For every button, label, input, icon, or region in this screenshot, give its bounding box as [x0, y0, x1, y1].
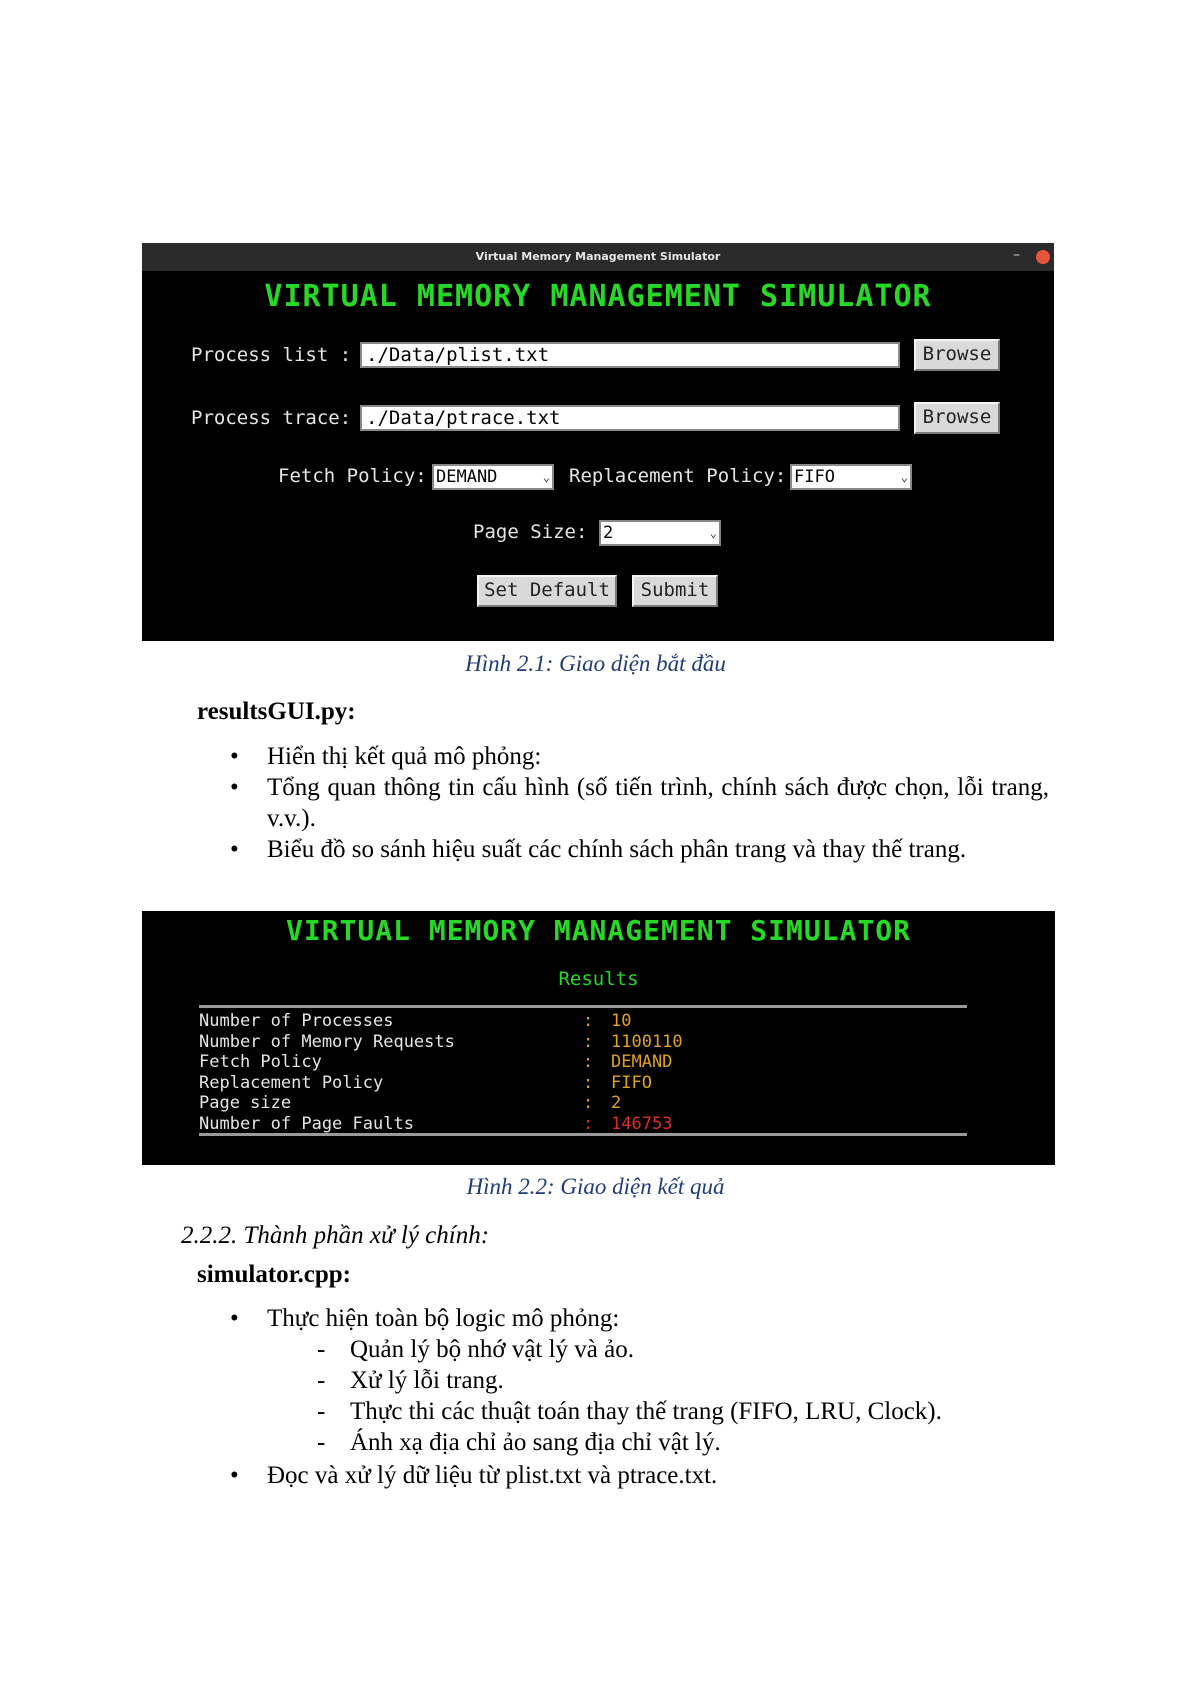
figure-caption-1: Hình 2.1: Giao diện bắt đầu: [465, 651, 726, 676]
process-trace-label: Process trace:: [191, 407, 352, 429]
list-item: - Ánh xạ địa chỉ ảo sang địa chỉ vật lý.: [317, 1429, 721, 1456]
simulator-subitems: [317, 1334, 1050, 1458]
browse-process-list-button[interactable]: Browse: [914, 339, 1000, 371]
page-size-label: Page Size:: [473, 521, 588, 543]
fetch-policy-label: Fetch Policy:: [278, 465, 427, 487]
window-titlebar: [142, 243, 1054, 271]
minimize-icon[interactable]: –: [1013, 247, 1020, 263]
list-item: • Hiển thị kết quả mô phỏng:: [230, 743, 542, 770]
results-gui-bullets: [230, 741, 1049, 865]
results-gui-screenshot: [142, 911, 1055, 1165]
chevron-down-icon: ⌄: [542, 470, 550, 484]
table-row: Replacement Policy : FIFO: [199, 1072, 652, 1093]
fetch-policy-select[interactable]: [432, 464, 554, 490]
process-list-input[interactable]: ./Data/plist.txt: [360, 342, 900, 368]
divider: [199, 1133, 967, 1136]
simulator-bullet-1: [230, 1303, 1049, 1334]
window-title: Virtual Memory Management Simulator: [475, 250, 721, 263]
list-item: - Xử lý lỗi trang.: [317, 1367, 504, 1394]
replacement-policy-value: FIFO: [794, 467, 835, 487]
table-row: Number of Memory Requests : 1100110: [199, 1031, 683, 1052]
list-item: • Tổng quan thông tin cấu hình (số tiến trình, chính sách được chọn, lỗi trang, v.v.).: [230, 774, 1049, 832]
table-row: Number of Page Faults : 146753: [199, 1113, 673, 1134]
replacement-policy-label: Replacement Policy:: [569, 465, 787, 487]
chevron-down-icon: ⌄: [900, 470, 908, 484]
process-list-label: Process list :: [191, 344, 352, 366]
process-trace-input[interactable]: ./Data/ptrace.txt: [360, 405, 900, 431]
table-row: Fetch Policy : DEMAND: [199, 1052, 673, 1072]
table-row: Page size : 2: [199, 1093, 622, 1113]
browse-process-trace-button[interactable]: Browse: [914, 402, 1000, 434]
results-gui-heading: resultsGUI.py:: [197, 698, 356, 725]
start-gui-screenshot: [142, 243, 1054, 641]
results-subtitle: Results: [558, 968, 639, 990]
list-item: • Biểu đồ so sánh hiệu suất các chính sách phân trang và thay thế trang.: [230, 836, 967, 863]
list-item: • Thực hiện toàn bộ logic mô phỏng:: [230, 1305, 620, 1332]
replacement-policy-select[interactable]: [790, 464, 912, 490]
table-row: Number of Processes : 10: [199, 1011, 632, 1031]
list-item: • Đọc và xử lý dữ liệu từ plist.txt và ptrace.txt.: [230, 1462, 718, 1489]
subsection-title: 2.2.2. Thành phần xử lý chính:: [181, 1222, 490, 1249]
results-table: [199, 1011, 979, 1134]
list-item: - Quản lý bộ nhớ vật lý và ảo.: [317, 1336, 634, 1363]
chevron-down-icon: ⌄: [709, 526, 717, 540]
page-size-value: 2: [603, 523, 614, 543]
simulator-cpp-heading: simulator.cpp:: [197, 1261, 351, 1288]
app-title: VIRTUAL MEMORY MANAGEMENT SIMULATOR: [264, 279, 932, 314]
page-size-select[interactable]: [599, 520, 721, 546]
submit-button[interactable]: Submit: [632, 575, 718, 607]
figure-caption-2: Hình 2.2: Giao diện kết quả: [466, 1174, 725, 1199]
close-icon[interactable]: [1036, 250, 1050, 264]
simulator-bullet-2: [230, 1460, 1049, 1491]
fetch-policy-value: DEMAND: [436, 467, 498, 487]
list-item: - Thực thi các thuật toán thay thế trang (FIFO, LRU, Clock).: [317, 1398, 942, 1425]
divider: [199, 1005, 967, 1008]
results-app-title: VIRTUAL MEMORY MANAGEMENT SIMULATOR: [285, 914, 911, 947]
set-default-button[interactable]: Set Default: [477, 575, 617, 607]
